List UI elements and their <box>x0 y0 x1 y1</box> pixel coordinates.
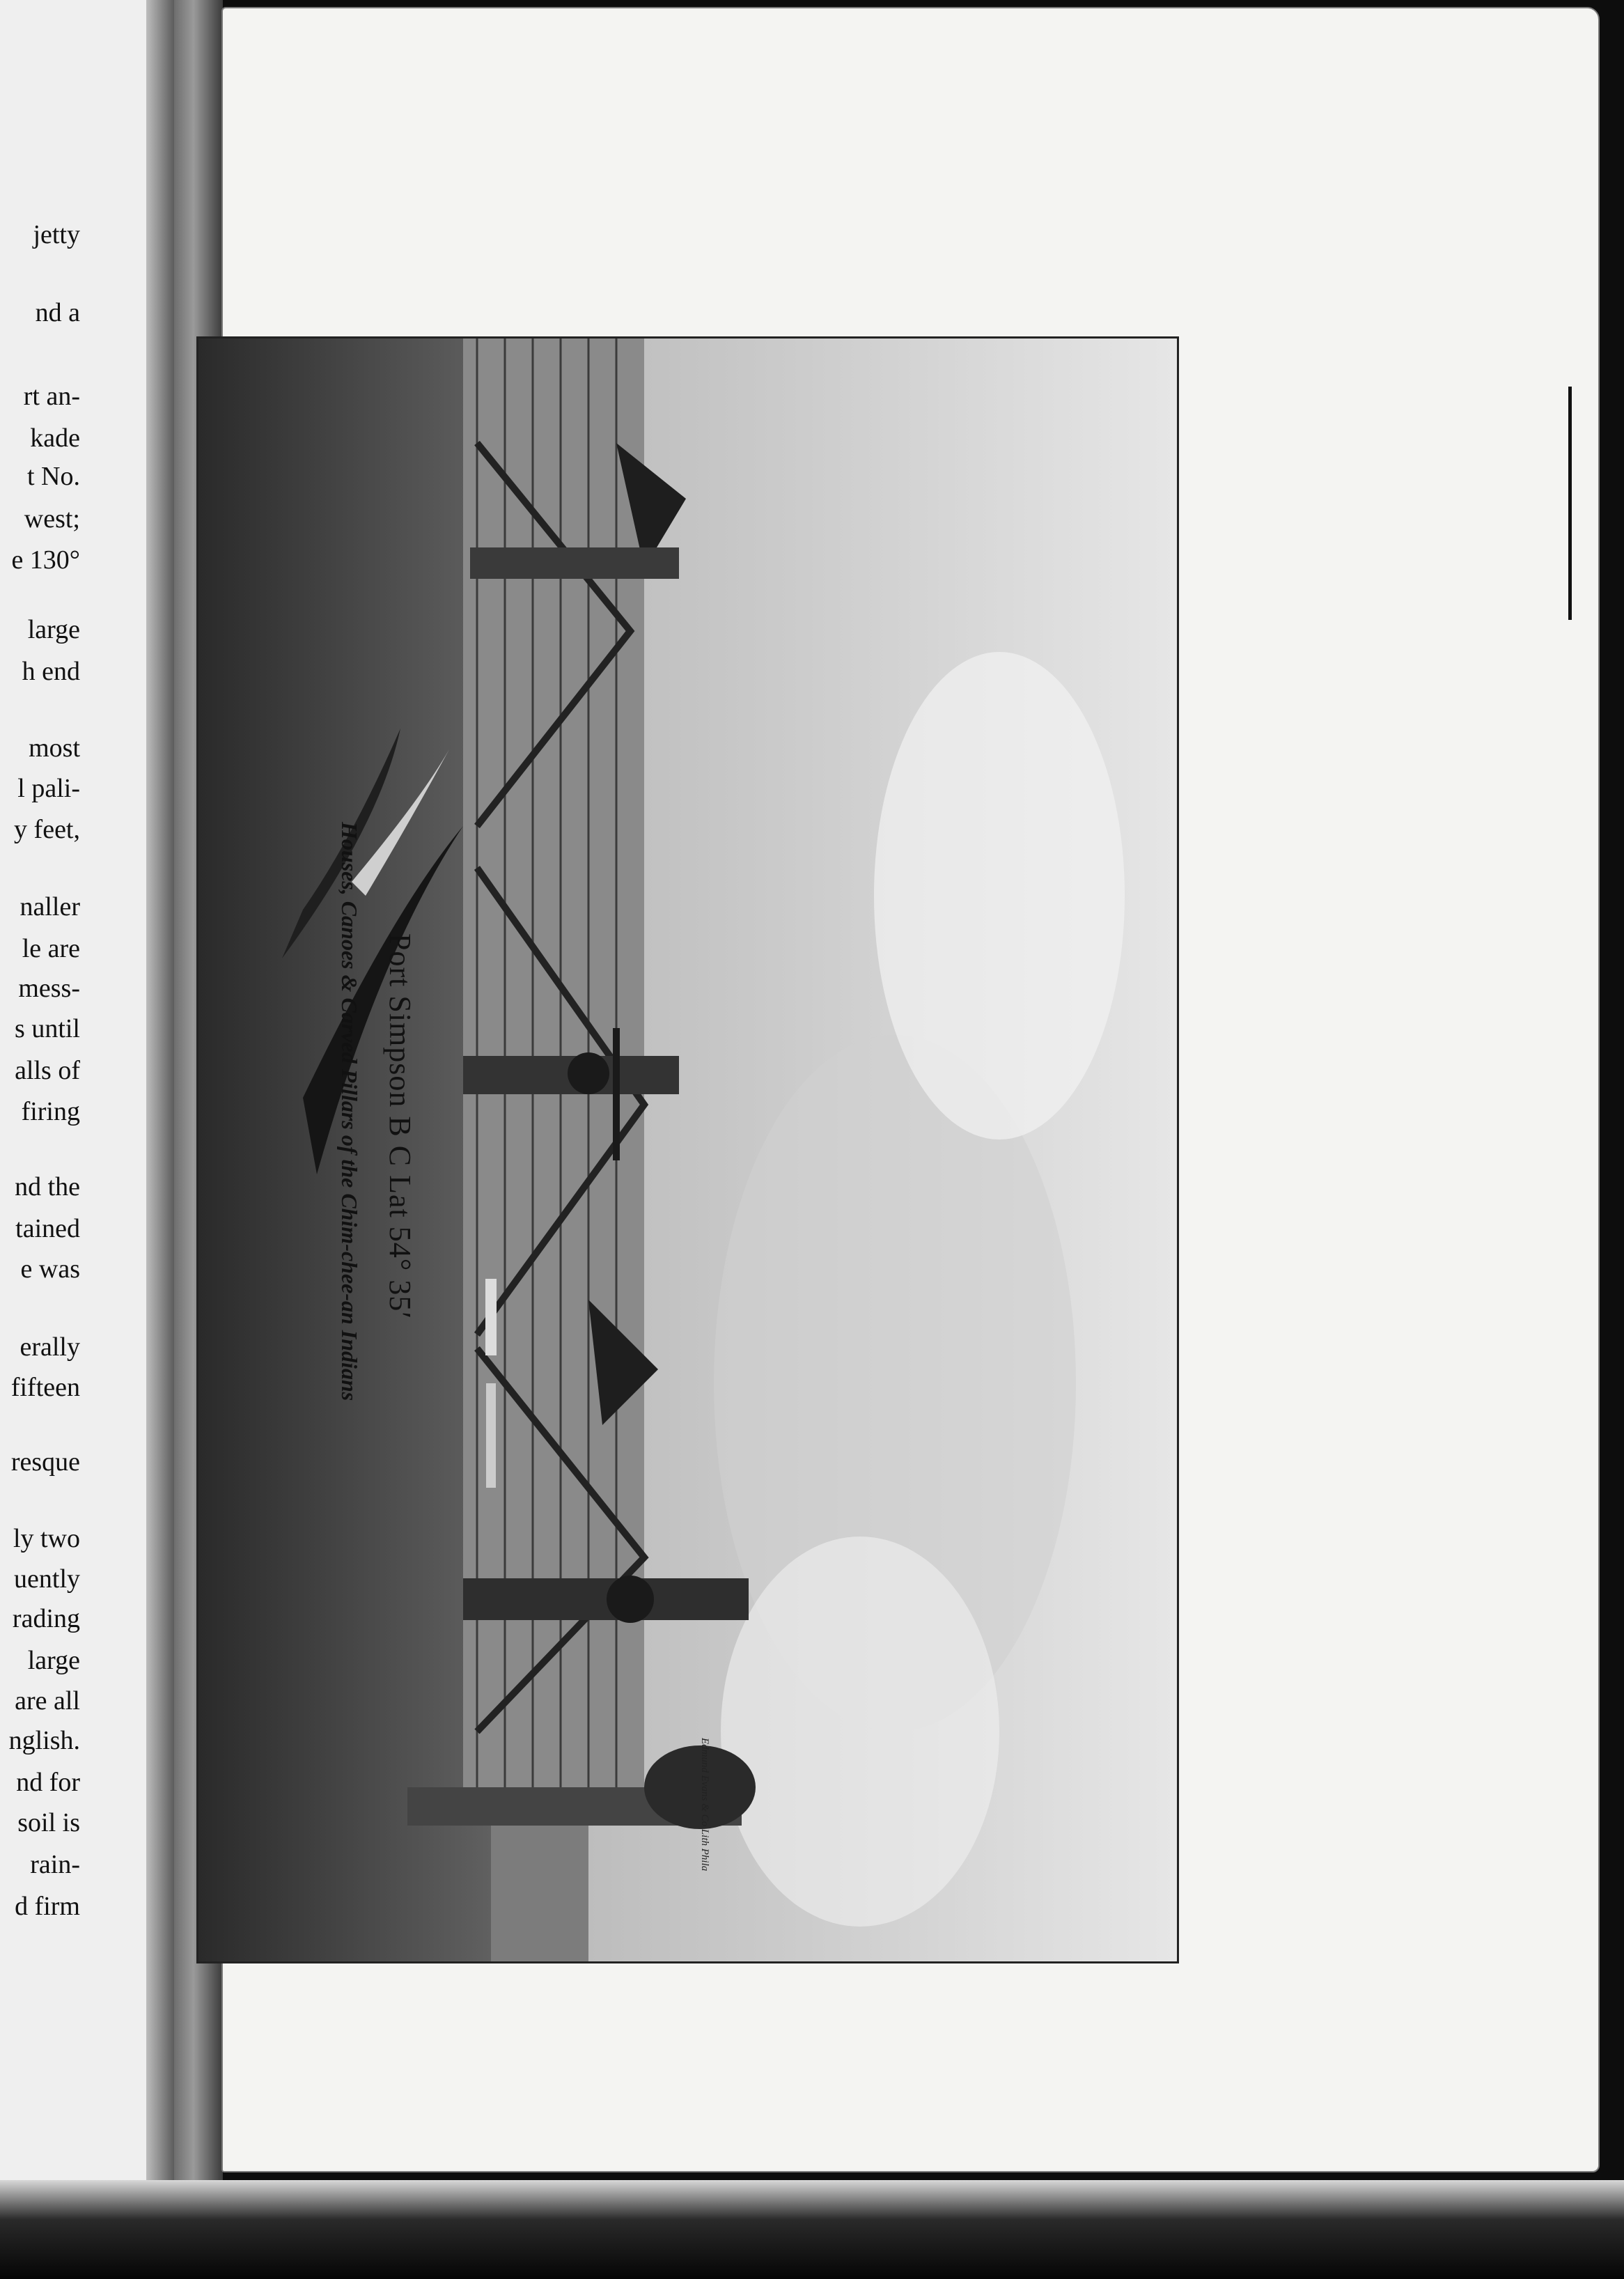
left-page-line: nd a <box>35 298 80 327</box>
left-page-line: fifteen <box>10 1373 80 1402</box>
left-page-line: large <box>27 615 80 644</box>
page-gutter <box>146 0 174 2279</box>
left-page-line: nd the <box>15 1172 80 1201</box>
left-page-line: are all <box>15 1686 80 1716</box>
page-edge-mark <box>1568 387 1572 620</box>
left-page-line: tained <box>15 1214 80 1243</box>
left-page-line: rading <box>12 1604 80 1633</box>
left-page-line: y feet, <box>14 815 80 844</box>
plate-title: Port Simpson B C Lat 54° 35′ <box>383 933 417 1319</box>
left-page-line: rain- <box>30 1850 80 1879</box>
left-page-line: e 130° <box>11 545 80 575</box>
left-page-line: rt an- <box>23 382 80 411</box>
left-page-line: e was <box>20 1254 80 1284</box>
left-page-line: nd for <box>16 1768 80 1797</box>
left-page-line: alls of <box>15 1056 80 1085</box>
bottom-shadow <box>0 2180 1624 2279</box>
left-page-line: naller <box>19 892 80 921</box>
left-page-line: h end <box>22 657 80 686</box>
left-page-line: firing <box>21 1097 80 1126</box>
left-page-line: erally <box>19 1332 80 1362</box>
engraver-credit: Edmund Evans & Co Lith Phila <box>699 1738 710 1872</box>
left-page-line: jetty <box>33 220 80 249</box>
left-facing-page <box>0 0 174 2279</box>
left-page-line: west; <box>24 504 80 534</box>
left-page-line: s until <box>15 1014 80 1043</box>
left-page-line: t No. <box>27 462 80 491</box>
left-page-line: large <box>27 1646 80 1675</box>
left-page-line: nglish. <box>8 1726 80 1755</box>
left-page-line: d firm <box>15 1892 80 1921</box>
left-page-line: l pali- <box>17 774 80 803</box>
left-page-line: resque <box>10 1447 80 1477</box>
left-page-line: kade <box>30 423 80 453</box>
left-page-line: ly two <box>13 1524 80 1553</box>
left-page-line: most <box>29 733 80 763</box>
plate-subtitle: Houses, Canoes & Carved Pillars of the Chim-chee-an Indians <box>337 822 362 1401</box>
left-page-line: soil is <box>17 1808 80 1837</box>
left-page-line: mess- <box>18 974 80 1003</box>
left-page-line: le are <box>22 934 80 963</box>
left-page-line: uently <box>14 1564 80 1594</box>
